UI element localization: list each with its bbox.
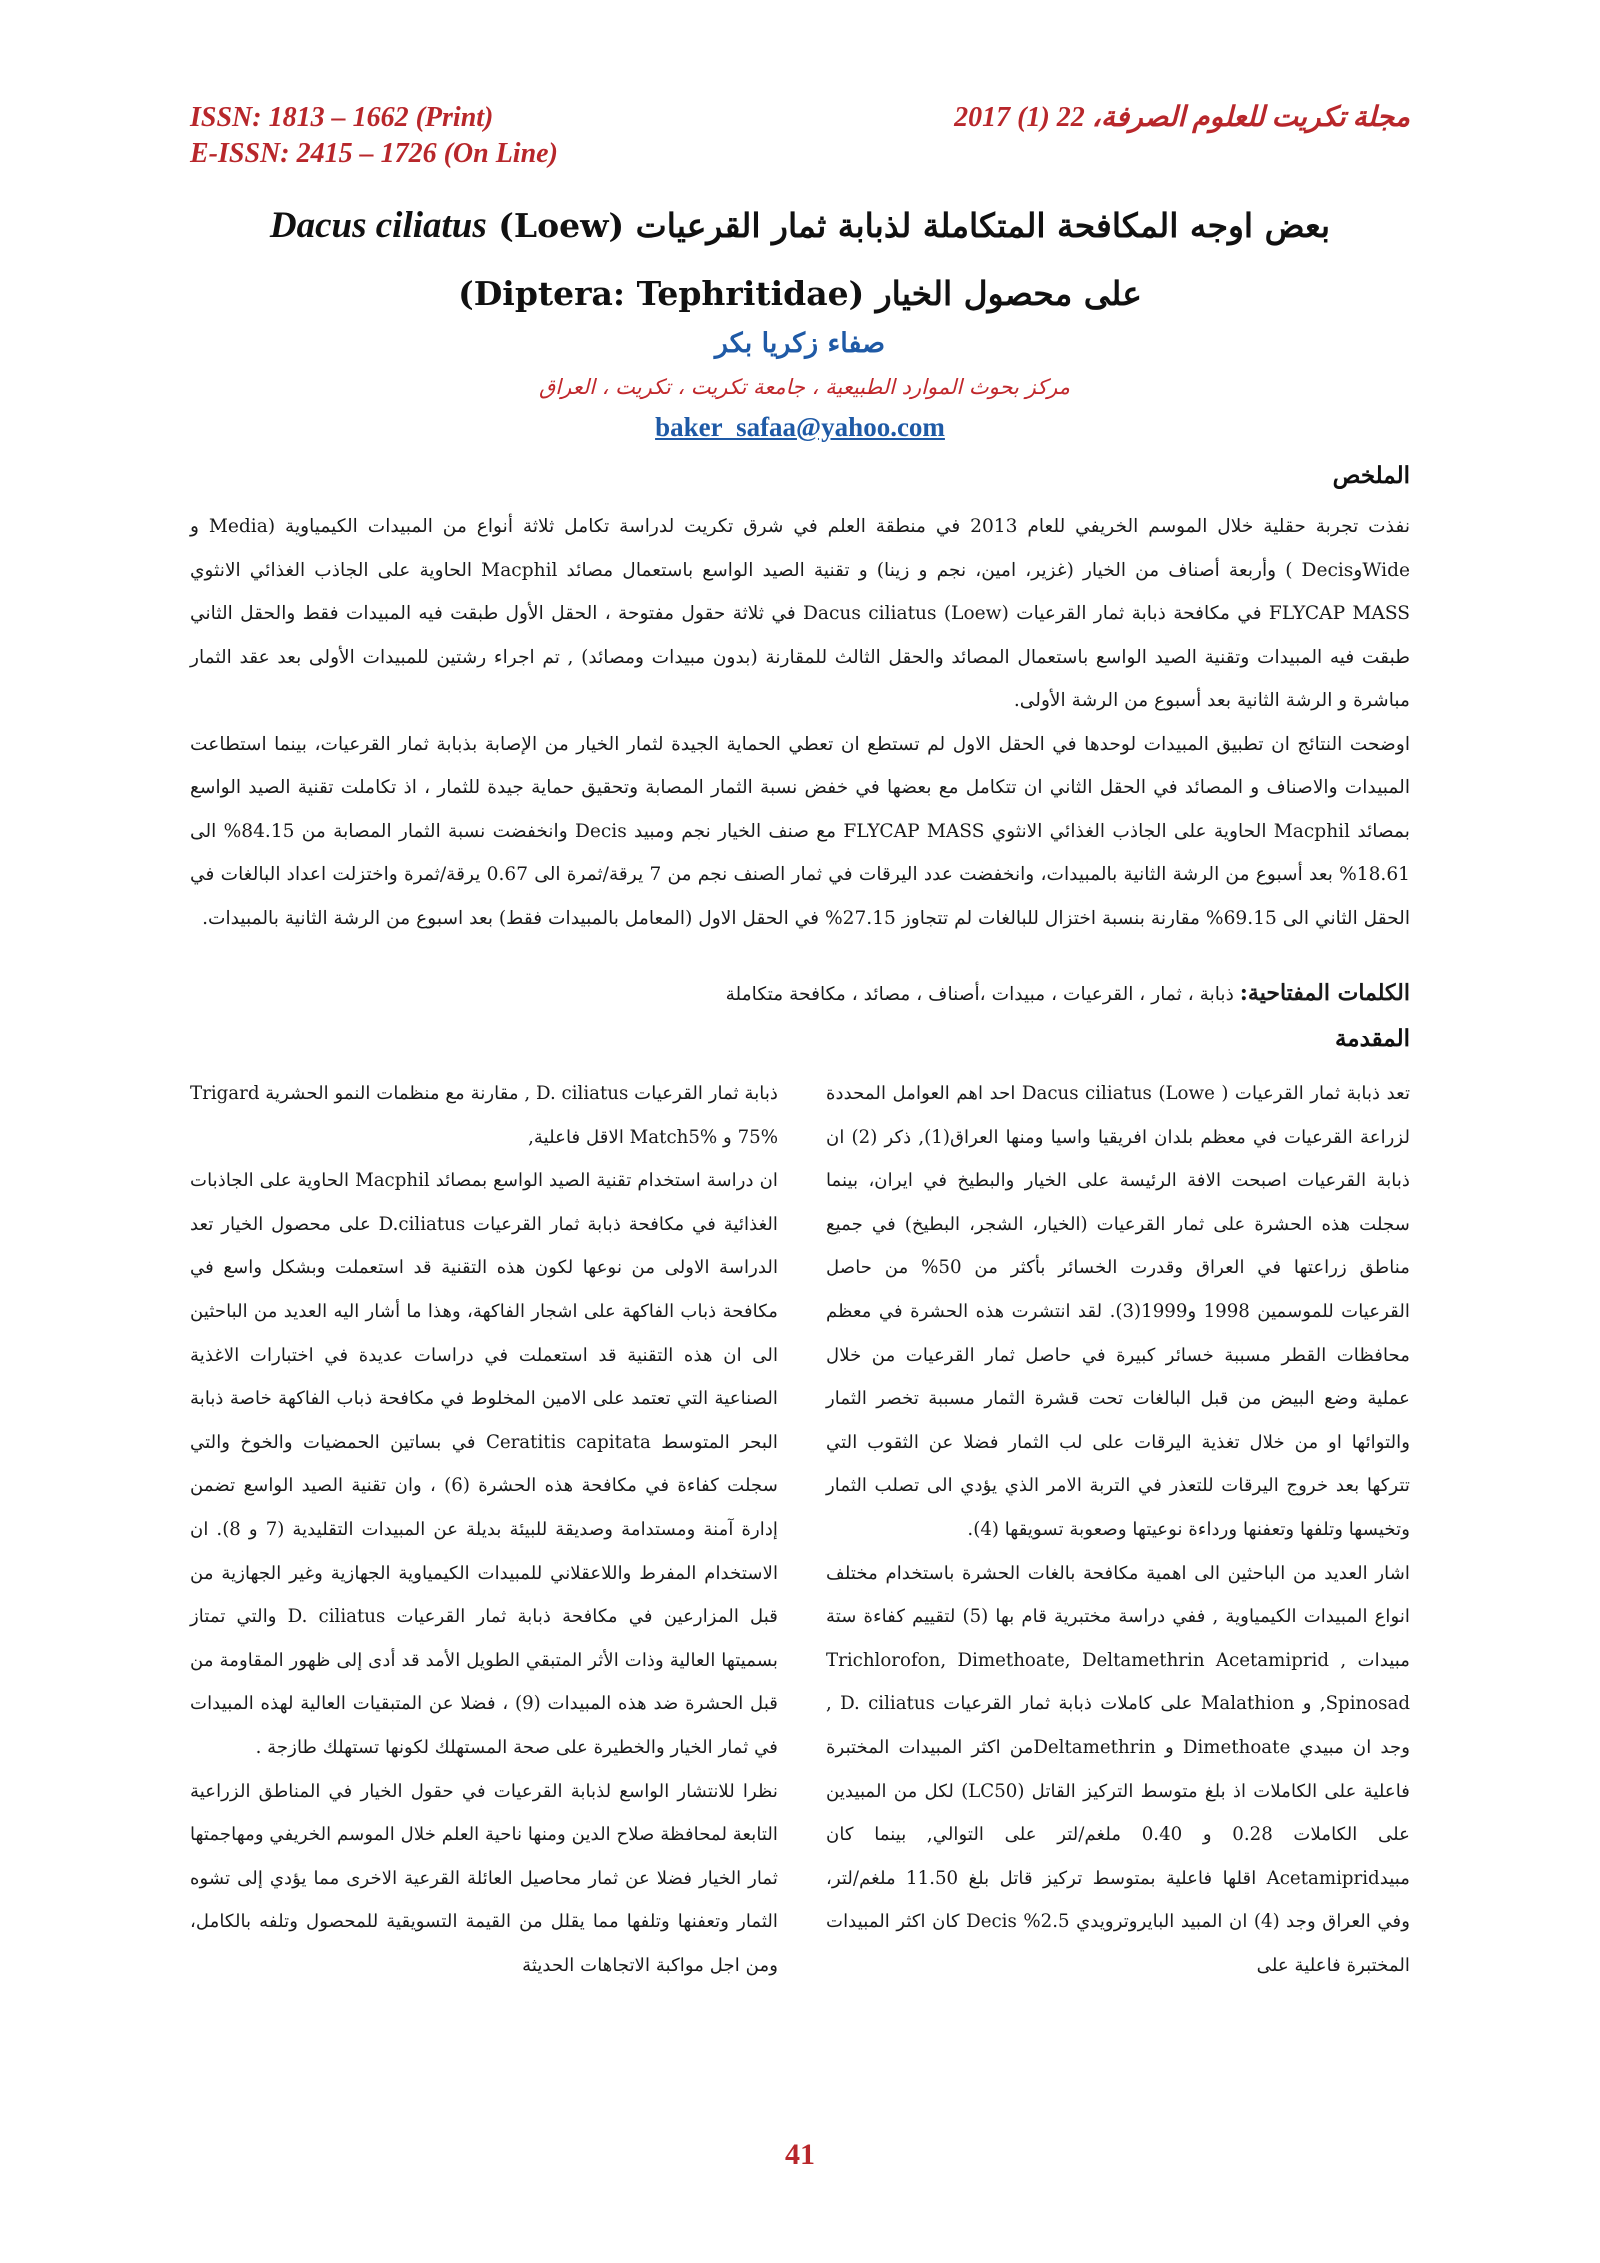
keywords bbox=[190, 980, 1410, 1006]
issn-online: E-ISSN: 2415 – 1726 (On Line) bbox=[190, 138, 558, 169]
intro-paragraph: ان دراسة استخدام تقنية الصيد الواسع بمصائد Macphil الحاوية على الجاذبات الغذائية في مكافحة ذبابة ثمار القرعيات D.ciliatus على محصول الخيار تعد الدراسة الاولى من نوعها لكون هذه التقنية قد استعملت وبشكل واسع في مكافحة ذباب الفاكهة على اشجار الفاكهة، وهذا ما أشار اليه العديد من الباحثين الى ان هذه التقنية قد استعملت في دراسات عديدة في اختبارات الاغذية الصناعية التي تعتمد على الامين المخلوط في مكافحة ذباب الفاكهة خاصة ذبابة البحر المتوسط Ceratitis capitata في بساتين الحمضيات والخوخ والتي سجلت كفاءة في مكافحة هذه الحشرة (6) ، وان تقنية الصيد الواسع تضمن إدارة آمنة ومستدامة وصديقة للبيئة بديلة عن المبيدات التقليدية (7 و 8). ان الاستخدام المفرط واللاعقلاني للمبيدات الكيمياوية الجهازية وغير الجهازية من قبل المزارعين في مكافحة ذبابة ثمار القرعيات D. ciliatus والتي تمتاز بسميتها العالية وذات الأثر المتبقي الطويل الأمد قد أدى إلى ظهور المقاومة من قبل الحشرة ضد هذه المبيدات (9) ، فضلا عن المتبقيات العالية لهذه المبيدات في ثمار الخيار والخطيرة على صحة المستهلك لكونها تستهلك طازجة . bbox=[190, 1170, 779, 1758]
abstract-heading: الملخص bbox=[1332, 462, 1410, 489]
intro-column-right bbox=[826, 1072, 1410, 1987]
title-species: Dacus ciliatus (Loew) bbox=[269, 205, 625, 246]
title-family: (Diptera: Tephritidae) bbox=[458, 274, 865, 313]
affiliation: مركز بحوث الموارد الطبيعية ، جامعة تكريت ، تكريت ، العراق bbox=[538, 375, 1070, 399]
intro-paragraph: تعد ذبابة ثمار القرعيات Dacus ciliatus (Lowe ) احد اهم العوامل المحددة لزراعة القرعيات في معظم بلدان افريقيا واسيا ومنها العراق(1), ذكر (2) ان ذبابة القرعيات اصبحت الافة الرئيسة على الخيار والبطيخ في ايران، بينما سجلت هذه الحشرة على ثمار القرعيات (الخيار، الشجر، البطيخ) في جميع مناطق زراعتها في العراق وقدرت الخسائر بأكثر من 50% من حاصل القرعيات للموسمين 1998 و1999(3). لقد انتشرت هذه الحشرة في معظم محافظات القطر مسببة خسائر كبيرة في حاصل ثمار القرعيات من خلال عملية وضع البيض من قبل البالغات تحت قشرة الثمار مسببة تخصر الثمار والتوائها او من خلال تغذية اليرقات على لب الثمار فضلا عن الثقوب التي تتركها بعد خروج اليرقات للتعذر في التربة الامر الذي يؤدي الى تصلب الثمار وتخيسها وتلفها وتعفنها ورداءة نوعيتها وصعوبة تسويقها (4). bbox=[826, 1083, 1411, 1540]
issn-block bbox=[190, 100, 558, 172]
abstract-paragraph-1: نفذت تجربة حقلية خلال الموسم الخريفي للعام 2013 في منطقة العلم في شرق تكريت لدراسة تكامل ثلاثة أنواع من المبيدات الكيمياوية (Media و WideوDecis ) وأربعة أصناف من الخيار (غزير، امين، نجم و زينا) و تقنية الصيد الواسع باستعمال مصائد Macphil الحاوية على الجاذب الغذائي الانثوي FLYCAP MASS في مكافحة ذبابة ثمار القرعيات Dacus ciliatus (Loew) في ثلاثة حقول مفتوحة ، الحقل الأول طبقت فيه المبيدات فقط والحقل الثاني طبقت فيه المبيدات وتقنية الصيد الواسع باستعمال المصائد والحقل الثالث للمقارنة (بدون مبيدات ومصائد) , تم اجراء رشتين للمبيدات الأولى بعد عقد الثمار مباشرة و الرشة الثانية بعد أسبوع من الرشة الأولى. bbox=[190, 516, 1411, 711]
page-number: 41 bbox=[785, 2138, 815, 2171]
journal-name: مجلة تكريت للعلوم الصرفة، 22 (1) 2017 bbox=[954, 102, 1410, 133]
title-arabic-2: على محصول الخيار bbox=[875, 274, 1142, 313]
keywords-text: ذبابة ، ثمار ، القرعيات ، مبيدات ،أصناف ، مصائد ، مكافحة متكاملة bbox=[725, 984, 1234, 1005]
keywords-label: الكلمات المفتاحية: bbox=[1239, 980, 1410, 1006]
intro-column-left bbox=[190, 1072, 778, 1987]
intro-paragraph: نظرا للانتشار الواسع لذبابة القرعيات في حقول الخيار في المناطق الزراعية التابعة لمحافظة صلاح الدين ومنها ناحية العلم خلال الموسم الخريفي ومهاجمتها ثمار الخيار فضلا عن ثمار محاصيل العائلة القرعية الاخرى مما يؤدي إلى تشوه الثمار وتعفنها وتلفها مما يقلل من القيمة التسويقية للمحصول وتلفه بالكامل، ومن اجل مواكبة الاتجاهات الحديثة bbox=[190, 1780, 778, 1976]
issn-print: ISSN: 1813 – 1662 (Print) bbox=[190, 102, 494, 133]
intro-paragraph: ذبابة ثمار القرعيات D. ciliatus , مقارنة مع منظمات النمو الحشرية Trigard 75% و Match5% الاقل فاعلية, bbox=[190, 1083, 778, 1148]
title-line-1 bbox=[190, 192, 1410, 260]
title-line-2 bbox=[190, 260, 1410, 328]
title-arabic-1: بعض اوجه المكافحة المتكاملة لذبابة ثمار القرعيات bbox=[635, 206, 1331, 245]
intro-paragraph: اشار العديد من الباحثين الى اهمية مكافحة بالغات الحشرة باستخدام مختلف انواع المبيدات الكيمياوية , ففي دراسة مختبرية قام بها (5) لتقييم كفاءة ستة مبيدات Trichlorofon, Dimethoate, Deltamethrin Acetamiprid , Spinosad, و Malathion على كاملات ذبابة ثمار القرعيات D. ciliatus , وجد ان مبيدي Dimethoate و Deltamethrinمن اكثر المبيدات المختبرة فاعلية على الكاملات اذ بلغ متوسط التركيز القاتل (LC50) لكل من المبيدين على الكاملات 0.28 و 0.40 ملغم/لتر على التوالي, بينما كان مبيدAcetamiprid اقلها فاعلية بمتوسط تركيز قاتل بلغ 11.50 ملغم/لتر، وفي العراق وجد (4) ان المبيد البايروترويدي 2.5% Decis كان اكثر المبيدات المختبرة فاعلية على bbox=[826, 1562, 1410, 1976]
author-name: صفاء زكريا بكر bbox=[714, 328, 886, 359]
paper-title bbox=[190, 192, 1410, 328]
author-email[interactable]: baker_safaa@yahoo.com bbox=[655, 412, 945, 442]
introduction-heading: المقدمة bbox=[1334, 1025, 1410, 1052]
abstract-paragraph-2: اوضحت النتائج ان تطبيق المبيدات لوحدها في الحقل الاول لم تستطع ان تعطي الحماية الجيدة لثمار الخيار من الإصابة بذبابة ثمار القرعيات، بينما استطاعت المبيدات والاصناف و المصائد في الحقل الثاني ان تتكامل مع بعضها في خفض نسبة الثمار المصابة وتحقيق حماية جيدة للثمار ، اذ تكاملت تقنية الصيد الواسع بمصائد Macphil الحاوية على الجاذب الغذائي الانثوي FLYCAP MASS مع صنف الخيار نجم ومبيد Decis وانخفضت نسبة الثمار المصابة من 84.15% الى 18.61% بعد أسبوع من الرشة الثانية بالمبيدات، وانخفضت عدد اليرقات في ثمار الصنف نجم من 7 يرقة/ثمرة الى 0.67 يرقة/ثمرة واختزلت اعداد البالغات في الحقل الثاني الى 69.15% مقارنة بنسبة اختزال للبالغات لم تتجاوز 27.15% في الحقل الاول (المعامل بالمبيدات فقط) بعد اسبوع من الرشة الثانية بالمبيدات. bbox=[190, 733, 1410, 929]
abstract-body bbox=[190, 505, 1410, 940]
